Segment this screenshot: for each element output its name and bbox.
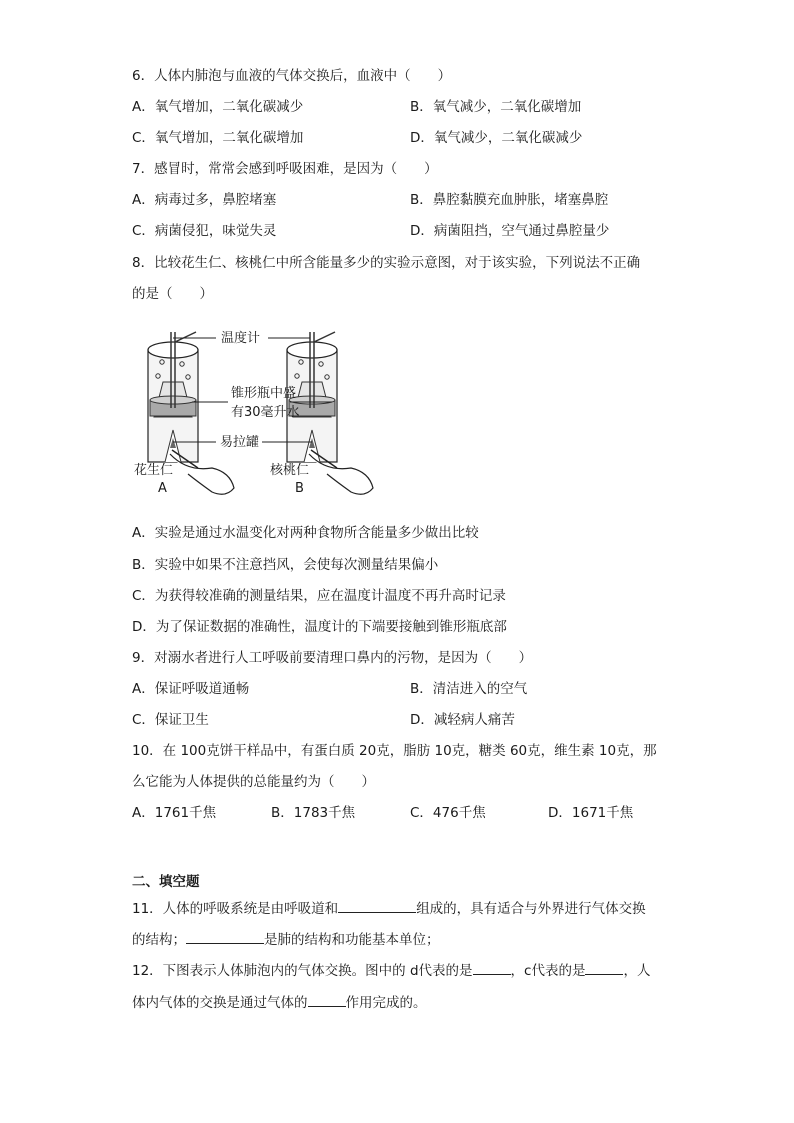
- q8-option-c: C．为获得较准确的测量结果，应在温度计温度不再升高时记录: [132, 588, 506, 604]
- q10-option-a: A．1761千焦: [132, 805, 217, 821]
- q12-text-4: 体内气体的交换是通过气体的: [132, 995, 308, 1011]
- label-flask-line1: 锥形瓶中盛: [231, 386, 297, 401]
- q10-stem-line2: 么它能为人体提供的总能量约为（ ）: [132, 774, 375, 790]
- q11-text-4: 是肺的结构和功能基本单位；: [264, 932, 440, 948]
- q10-option-b: B．1783千焦: [271, 805, 356, 821]
- experiment-diagram: [132, 322, 392, 500]
- q12-text-2: ，c代表的是: [510, 963, 586, 979]
- label-flask-line2: 有30毫升水: [231, 405, 300, 420]
- q11-line2: [132, 929, 440, 950]
- experiment-figure: [132, 322, 392, 500]
- q11-line1: [132, 898, 646, 919]
- q7-option-a: A．病毒过多，鼻腔堵塞: [132, 192, 277, 208]
- q11-blank-2[interactable]: [186, 929, 264, 944]
- q11-text-3: 的结构；: [132, 932, 186, 948]
- q8-option-b: B．实验中如果不注意挡风，会使每次测量结果偏小: [132, 557, 439, 573]
- q7-option-d: D．病菌阻挡，空气通过鼻腔量少: [410, 223, 610, 239]
- q11-text-1: 11．人体的呼吸系统是由呼吸道和: [132, 901, 339, 917]
- q6-option-c: C．氧气增加，二氧化碳增加: [132, 130, 304, 146]
- label-b: B: [295, 481, 304, 496]
- q9-stem: 9．对溺水者进行人工呼吸前要清理口鼻内的污物，是因为（ ）: [132, 650, 533, 666]
- q9-option-c: C．保证卫生: [132, 712, 209, 728]
- q9-option-d: D．减轻病人痛苦: [410, 712, 515, 728]
- q12-line2: [132, 992, 427, 1013]
- q6-stem: 6．人体内肺泡与血液的气体交换后，血液中（ ）: [132, 68, 452, 84]
- label-can: 易拉罐: [220, 435, 260, 450]
- q12-blank-3[interactable]: [308, 992, 346, 1007]
- q11-blank-1[interactable]: [338, 898, 416, 913]
- q7-option-b: B．鼻腔黏膜充血肿胀，堵塞鼻腔: [410, 192, 609, 208]
- q6-option-d: D．氧气减少，二氧化碳减少: [410, 130, 583, 146]
- q10-option-c: C．476千焦: [410, 805, 486, 821]
- q9-option-a: A．保证呼吸道通畅: [132, 681, 250, 697]
- q12-blank-2[interactable]: [585, 960, 623, 975]
- q12-line1: [132, 960, 650, 981]
- label-thermometer: 温度计: [221, 331, 261, 346]
- q6-option-b: B．氧气减少，二氧化碳增加: [410, 99, 582, 115]
- q12-text-1: 12．下图表示人体肺泡内的气体交换。图中的 d代表的是: [132, 963, 473, 979]
- q10-stem-line1: 10．在 100克饼干样品中，有蛋白质 20克，脂肪 10克，糖类 60克，维生素 10克，那: [132, 743, 657, 759]
- q7-stem: 7．感冒时，常常会感到呼吸困难，是因为（ ）: [132, 161, 438, 177]
- q11-text-2: 组成的，具有适合与外界进行气体交换: [416, 901, 646, 917]
- q7-option-c: C．病菌侵犯，味觉失灵: [132, 223, 277, 239]
- q8-stem-line1: 8．比较花生仁、核桃仁中所含能量多少的实验示意图，对于该实验，下列说法不正确: [132, 255, 641, 271]
- label-walnut: 核桃仁: [270, 463, 310, 478]
- label-peanut: 花生仁: [134, 463, 174, 478]
- q12-text-3: ，人: [623, 963, 651, 979]
- q12-text-5: 作用完成的。: [345, 995, 427, 1011]
- q8-option-d: D．为了保证数据的准确性，温度计的下端要接触到锥形瓶底部: [132, 619, 507, 635]
- q6-option-a: A．氧气增加，二氧化碳减少: [132, 99, 304, 115]
- q8-option-a: A．实验是通过水温变化对两种食物所含能量多少做出比较: [132, 525, 479, 541]
- section-title-fill-in: 二、填空题: [132, 874, 200, 890]
- q8-stem-line2: 的是（ ）: [132, 286, 213, 302]
- q12-blank-1[interactable]: [473, 960, 511, 975]
- q9-option-b: B．清洁进入的空气: [410, 681, 528, 697]
- label-a: A: [158, 481, 167, 496]
- q10-option-d: D．1671千焦: [548, 805, 634, 821]
